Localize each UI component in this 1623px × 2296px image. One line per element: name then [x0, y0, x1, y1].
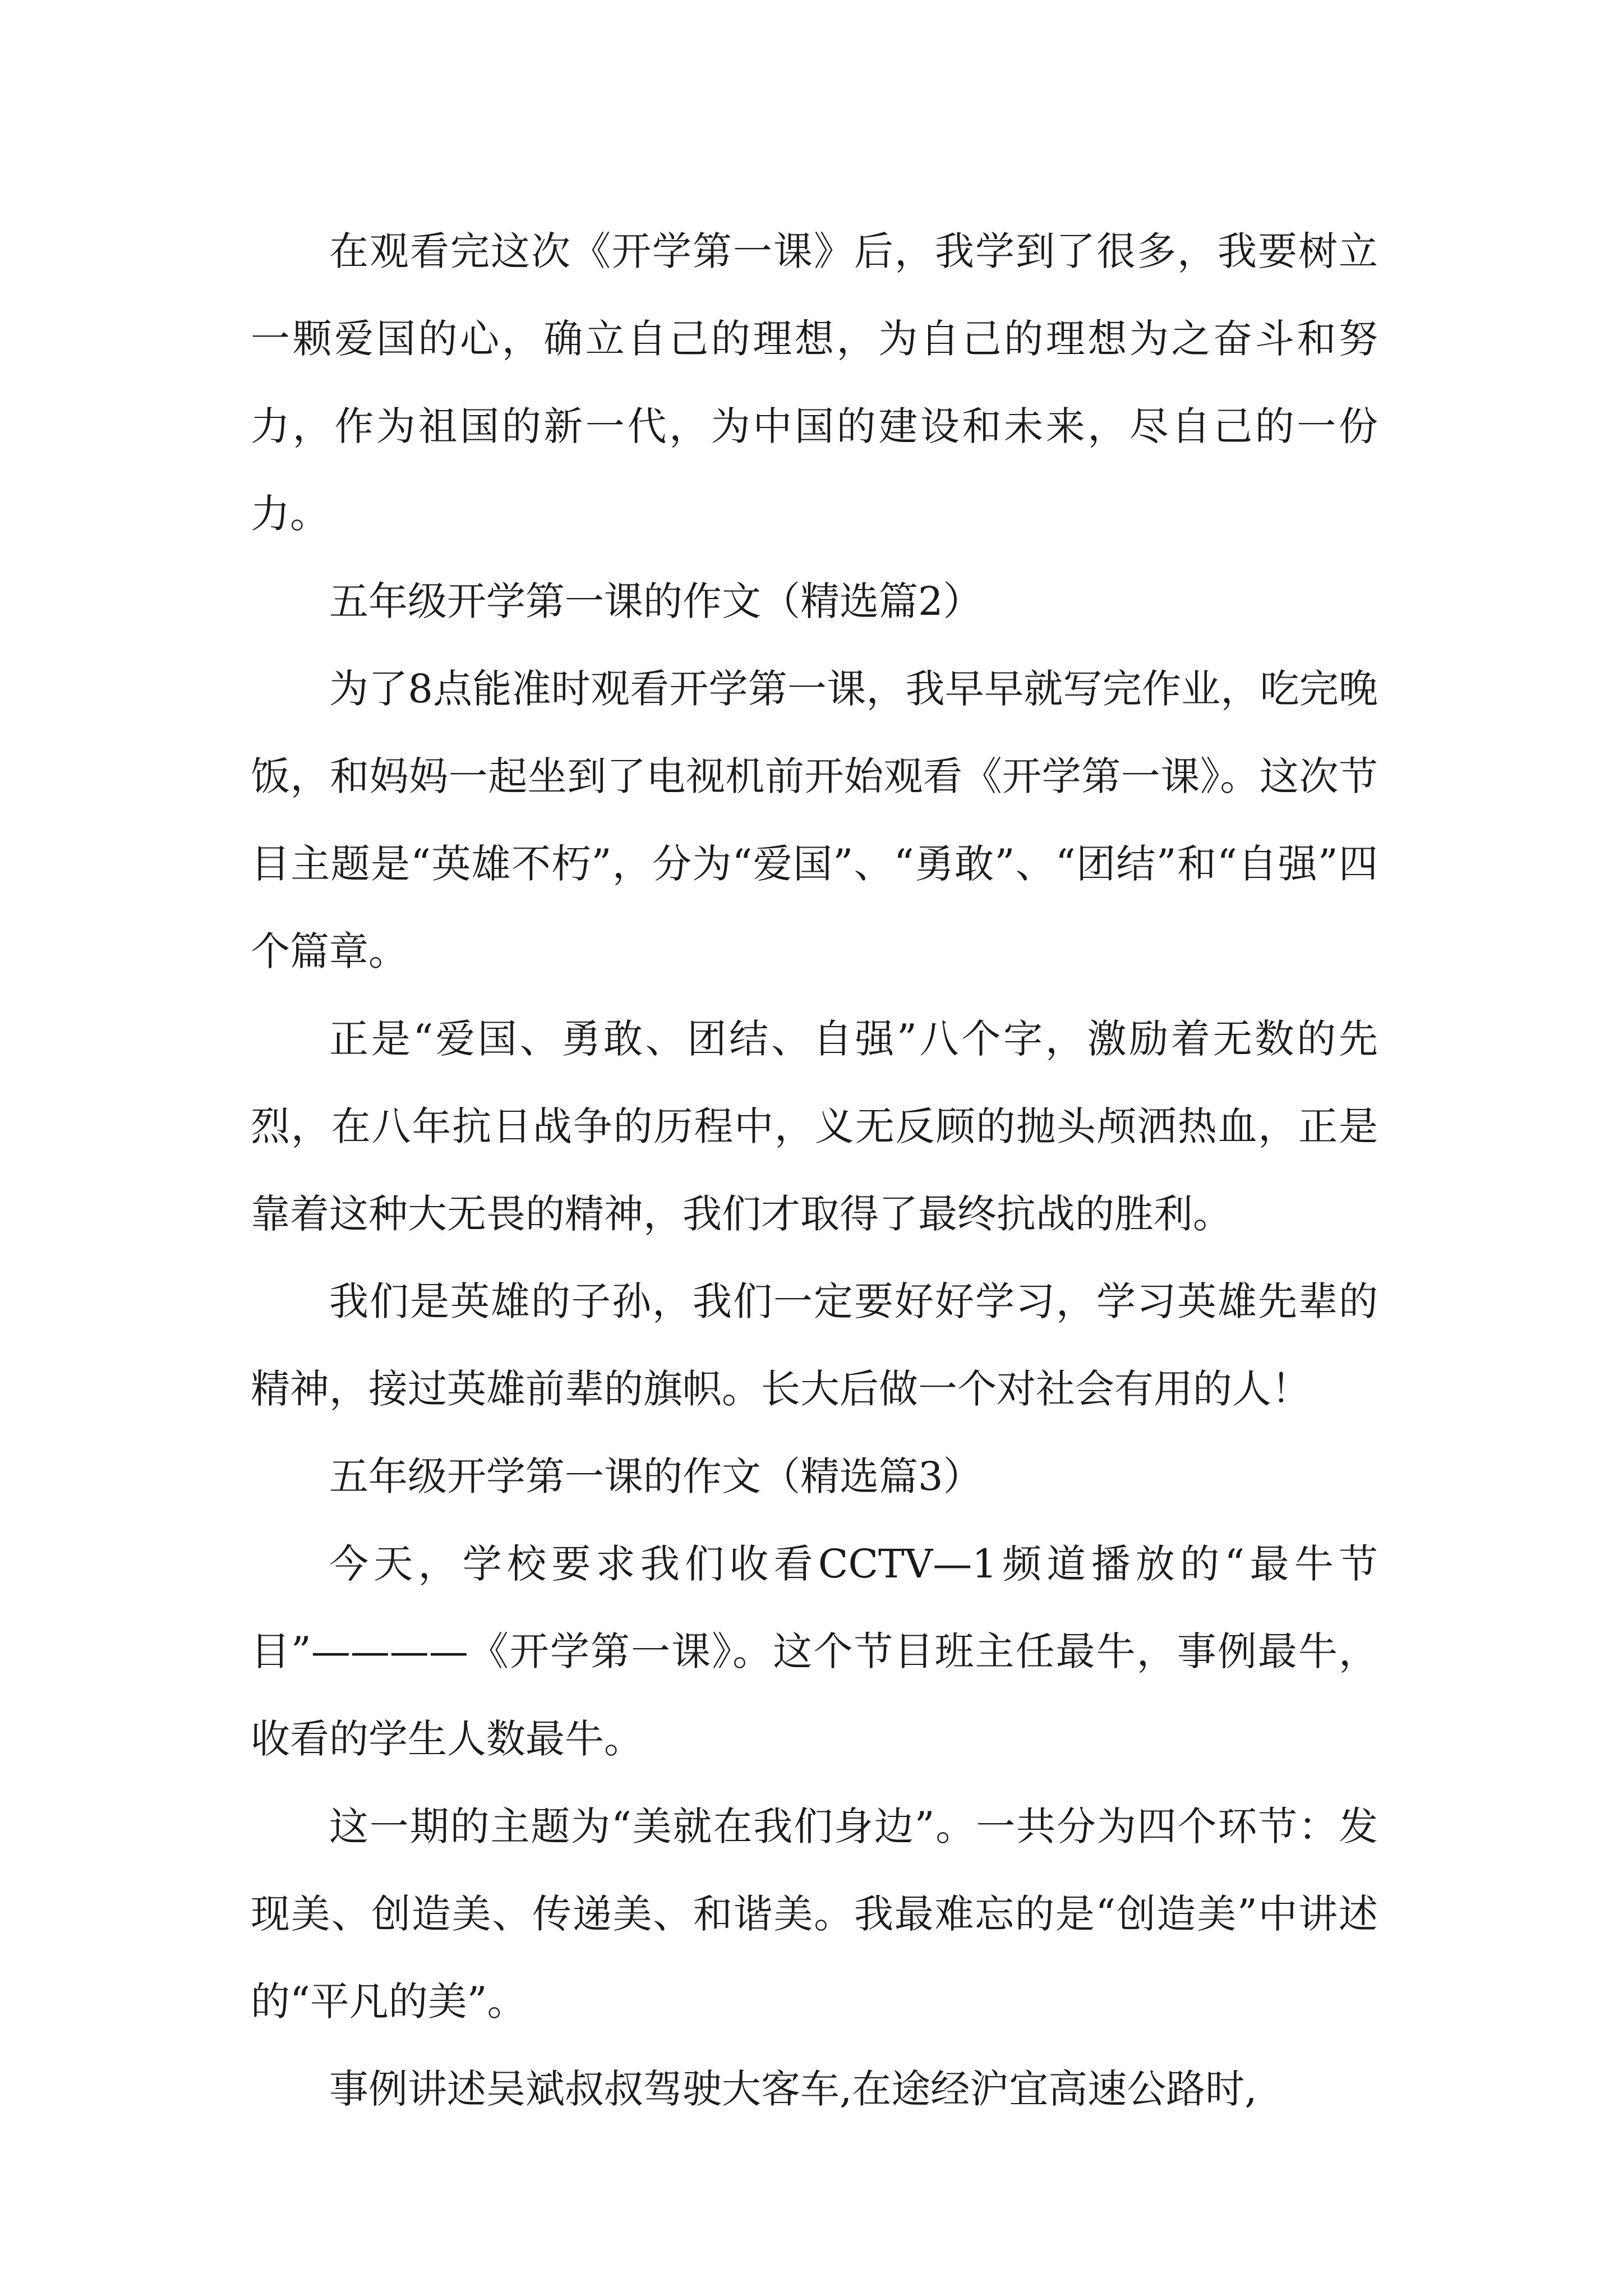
section-heading: 五年级开学第一课的作文（精选篇3）	[329, 1453, 983, 1499]
paragraph: 在观看完这次《开学第一课》后，我学到了很多，我要树立一颗爱国的心，确立自己的理想，为自己的理想为之奋斗和努力，作为祖国的新一代，为中国的建设和未来，尽自己的一份力。	[251, 228, 1378, 537]
paragraph: 事例讲述吴斌叔叔驾驶大客车,在途经沪宜高速公路时,	[329, 2066, 1257, 2112]
paragraph: 这一期的主题为“美就在我们身边”。一共分为四个环节：发现美、创造美、传递美、和谐美。我最难忘的是“创造美”中讲述的“平凡的美”。	[251, 1803, 1378, 2024]
paragraph: 正是“爱国、勇敢、团结、自强”八个字，激励着无数的先烈，在八年抗日战争的历程中，义无反顾的抛头颅洒热血，正是靠着这种大无畏的精神，我们才取得了最终抗战的胜利。	[251, 1016, 1378, 1237]
document-body	[251, 208, 1378, 2133]
paragraph: 我们是英雄的子孙，我们一定要好好学习，学习英雄先辈的精神，接过英雄前辈的旗帜。长大后做一个对社会有用的人！	[251, 1278, 1378, 1412]
paragraph: 今天，学校要求我们收看CCTV—1频道播放的“最牛节目”————《开学第一课》。这个节目班主任最牛，事例最牛，收看的学生人数最牛。	[251, 1541, 1378, 1762]
paragraph: 为了8点能准时观看开学第一课，我早早就写完作业，吃完晚饭，和妈妈一起坐到了电视机前开始观看《开学第一课》。这次节目主题是“英雄不朽”，分为“爱国”、“勇敢”、“团结”和“自强”四个篇章。	[251, 666, 1378, 974]
section-heading: 五年级开学第一课的作文（精选篇2）	[329, 578, 983, 624]
